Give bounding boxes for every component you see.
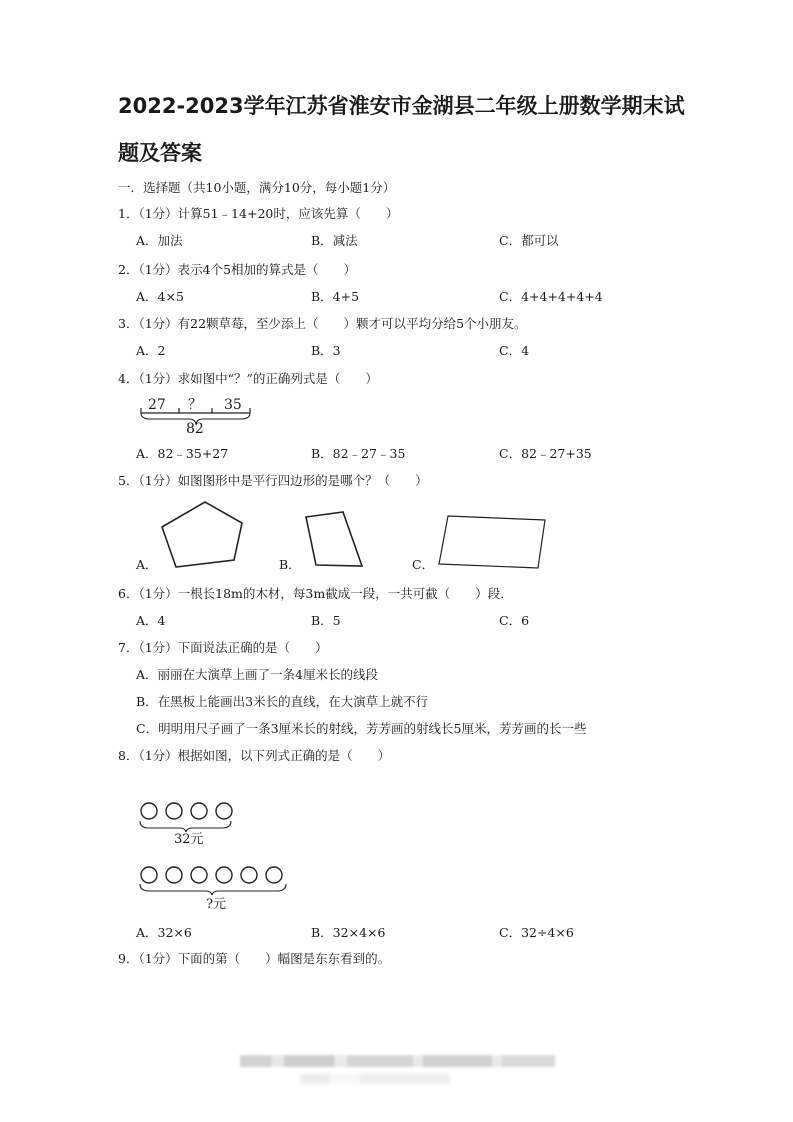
q1-option-c: C．都可以 <box>499 233 559 248</box>
q8-group2-circle-2 <box>166 867 182 883</box>
q3-option-b: B．3 <box>311 343 341 358</box>
page-title-line1: 2022-2023学年江苏省淮安市金湖县二年级上册数学期末试 <box>118 94 685 118</box>
q4-option-a: A．82﹣35+27 <box>136 446 229 461</box>
q5-option-a: A． <box>136 557 158 572</box>
question-9-stem: 9．（1分）下面的第（ ）幅图是东东看到的。 <box>118 951 391 966</box>
question-6-stem: 6．（1分）一根长18m的木材，每3m截成一段，一共可截（ ）段． <box>118 586 513 601</box>
q8-group1-circle-2 <box>166 803 182 819</box>
q4-label-82: 82 <box>186 421 204 437</box>
q2-option-c: C．4+4+4+4+4 <box>499 289 603 304</box>
question-3-stem: 3．（1分）有22颗草莓，至少添上（ ）颗才可以平均分给5个小朋友。 <box>118 316 527 331</box>
q2-option-b: B．4+5 <box>311 289 360 304</box>
q8-group1-circle-1 <box>141 803 157 819</box>
question-8-stem: 8．（1分）根据如图，以下列式正确的是（ ） <box>118 748 391 763</box>
q8-group2-circle-3 <box>191 867 207 883</box>
question-5-stem: 5．（1分）如图图形中是平行四边形的是哪个？（ ） <box>118 473 428 488</box>
footer-watermark-blurred-2 <box>300 1074 450 1084</box>
q8-group2-circle-1 <box>141 867 157 883</box>
q8-group2-label: ?元 <box>206 897 226 912</box>
question-7-stem: 7．（1分）下面说法正确的是（ ） <box>118 640 328 655</box>
q8-group2-circle-5 <box>241 867 257 883</box>
q6-option-c: C．6 <box>499 613 530 628</box>
q5-option-c: C． <box>412 557 435 572</box>
question-1-stem: 1．（1分）计算51﹣14+20时，应该先算（ ） <box>118 206 399 221</box>
q6-option-a: A．4 <box>136 613 166 628</box>
q8-group2-circle-6 <box>266 867 282 883</box>
footer-watermark-blurred <box>240 1055 555 1067</box>
q4-option-b: B．82﹣27﹣35 <box>311 446 406 461</box>
q1-option-b: B．减法 <box>311 233 358 248</box>
q4-label-27: 27 <box>148 397 166 413</box>
q8-option-a: A．32×6 <box>136 925 192 940</box>
q7-option-b: B．在黑板上能画出3米长的直线，在大演草上就不行 <box>136 694 429 709</box>
q8-group1-circle-4 <box>216 803 232 819</box>
q2-option-a: A．4×5 <box>136 289 184 304</box>
q5-option-b: B． <box>279 557 301 572</box>
question-4-stem: 4．（1分）求如图中“？”的正确列式是（ ） <box>118 371 378 386</box>
q4-label-35: 35 <box>224 397 242 413</box>
q3-option-a: A．2 <box>136 343 166 358</box>
q8-group2-circle-4 <box>216 867 232 883</box>
q7-option-a: A．丽丽在大演草上画了一条4厘米长的线段 <box>136 667 378 682</box>
q4-label-question: ？ <box>188 397 202 413</box>
q4-option-c: C．82﹣27+35 <box>499 446 592 461</box>
q8-group1-label: 32元 <box>174 832 204 847</box>
section-heading: 一．选择题（共10小题，满分10分，每小题1分） <box>118 180 396 195</box>
q7-option-c: C．明明用尺子画了一条3厘米长的射线，芳芳画的射线长5厘米，芳芳画的长一些 <box>136 721 587 736</box>
q6-option-b: B．5 <box>311 613 341 628</box>
q8-group1-circle-3 <box>191 803 207 819</box>
page-title-line2: 题及答案 <box>118 141 202 165</box>
q8-option-b: B．32×4×6 <box>311 925 386 940</box>
q8-option-c: C．32÷4×6 <box>499 925 574 940</box>
question-2-stem: 2．（1分）表示4个5相加的算式是（ ） <box>118 262 357 277</box>
q3-option-c: C．4 <box>499 343 530 358</box>
q1-option-a: A．加法 <box>136 233 183 248</box>
